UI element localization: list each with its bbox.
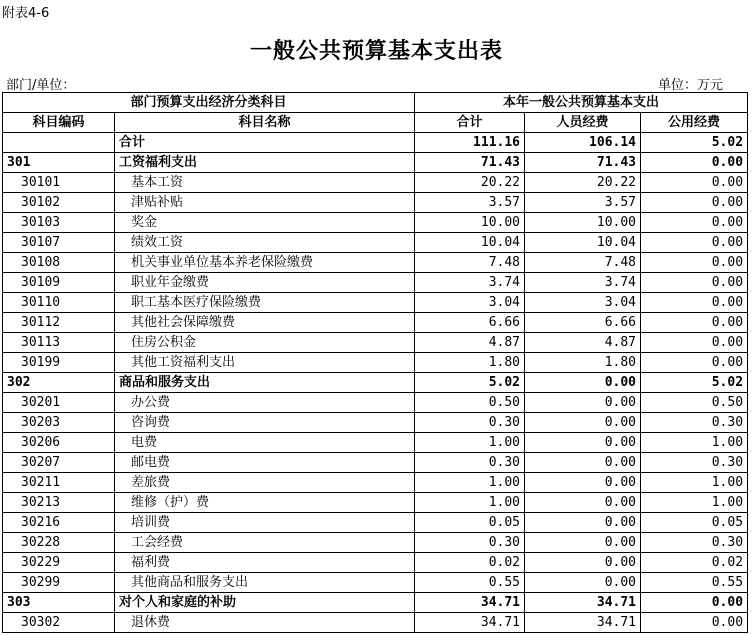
row-personnel: 0.00 xyxy=(525,453,641,473)
row-name: 福利费 xyxy=(115,553,415,573)
row-public: 1.00 xyxy=(641,433,748,453)
table-row xyxy=(3,313,748,333)
row-public: 0.30 xyxy=(641,453,748,473)
row-code: 30112 xyxy=(3,313,115,333)
row-name: 咨询费 xyxy=(115,413,415,433)
row-personnel: 71.43 xyxy=(525,153,641,173)
col-header-code: 科目编码 xyxy=(3,113,115,133)
row-personnel: 10.04 xyxy=(525,233,641,253)
row-code xyxy=(3,133,115,153)
row-name: 津贴补贴 xyxy=(115,193,415,213)
table-row xyxy=(3,133,748,153)
row-code: 30201 xyxy=(3,393,115,413)
table-row xyxy=(3,433,748,453)
row-name: 职工基本医疗保险缴费 xyxy=(115,293,415,313)
row-public: 0.00 xyxy=(641,273,748,293)
row-name: 其他商品和服务支出 xyxy=(115,573,415,593)
table-row xyxy=(3,473,748,493)
row-personnel: 0.00 xyxy=(525,553,641,573)
row-total: 1.80 xyxy=(415,353,525,373)
row-public: 0.00 xyxy=(641,593,748,613)
row-personnel: 0.00 xyxy=(525,533,641,553)
row-personnel: 0.00 xyxy=(525,573,641,593)
row-total: 10.04 xyxy=(415,233,525,253)
row-personnel: 0.00 xyxy=(525,393,641,413)
row-public: 1.00 xyxy=(641,473,748,493)
row-name: 其他工资福利支出 xyxy=(115,353,415,373)
row-public: 0.02 xyxy=(641,553,748,573)
row-public: 0.00 xyxy=(641,173,748,193)
row-public: 0.00 xyxy=(641,313,748,333)
row-personnel: 6.66 xyxy=(525,313,641,333)
row-personnel: 3.74 xyxy=(525,273,641,293)
row-public: 0.30 xyxy=(641,533,748,553)
row-name: 职业年金缴费 xyxy=(115,273,415,293)
row-total: 4.87 xyxy=(415,333,525,353)
table-row xyxy=(3,493,748,513)
row-public: 0.00 xyxy=(641,213,748,233)
row-personnel: 0.00 xyxy=(525,513,641,533)
row-code: 30207 xyxy=(3,453,115,473)
row-name: 办公费 xyxy=(115,393,415,413)
table-row xyxy=(3,293,748,313)
row-code: 30302 xyxy=(3,613,115,633)
row-name: 工资福利支出 xyxy=(115,153,415,173)
col-header-total: 合计 xyxy=(415,113,525,133)
row-total: 111.16 xyxy=(415,133,525,153)
row-code: 303 xyxy=(3,593,115,613)
row-personnel: 0.00 xyxy=(525,373,641,393)
row-personnel: 7.48 xyxy=(525,253,641,273)
row-name: 维修（护）费 xyxy=(115,493,415,513)
row-public: 5.02 xyxy=(641,373,748,393)
row-public: 5.02 xyxy=(641,133,748,153)
row-name: 住房公积金 xyxy=(115,333,415,353)
row-code: 30216 xyxy=(3,513,115,533)
table-row xyxy=(3,373,748,393)
table-group-header xyxy=(3,93,748,113)
row-code: 301 xyxy=(3,153,115,173)
row-code: 30110 xyxy=(3,293,115,313)
row-name: 电费 xyxy=(115,433,415,453)
table-row xyxy=(3,213,748,233)
row-code: 30199 xyxy=(3,353,115,373)
row-name: 退休费 xyxy=(115,613,415,633)
row-public: 0.00 xyxy=(641,333,748,353)
row-total: 0.02 xyxy=(415,553,525,573)
row-public: 1.00 xyxy=(641,493,748,513)
row-total: 0.30 xyxy=(415,453,525,473)
row-code: 30108 xyxy=(3,253,115,273)
row-code: 30228 xyxy=(3,533,115,553)
row-personnel: 0.00 xyxy=(525,413,641,433)
table-row xyxy=(3,173,748,193)
row-total: 5.02 xyxy=(415,373,525,393)
row-code: 30299 xyxy=(3,573,115,593)
row-personnel: 106.14 xyxy=(525,133,641,153)
unit-label: 单位：万元 xyxy=(657,78,723,93)
row-total: 3.57 xyxy=(415,193,525,213)
appendix-label: 附表4-6 xyxy=(2,6,50,21)
table-row xyxy=(3,153,748,173)
row-name: 绩效工资 xyxy=(115,233,415,253)
row-public: 0.55 xyxy=(641,573,748,593)
row-total: 0.05 xyxy=(415,513,525,533)
row-personnel: 10.00 xyxy=(525,213,641,233)
row-name: 机关事业单位基本养老保险缴费 xyxy=(115,253,415,273)
department-label: 部门/单位： xyxy=(6,78,76,93)
row-public: 0.30 xyxy=(641,413,748,433)
row-total: 10.00 xyxy=(415,213,525,233)
row-total: 0.50 xyxy=(415,393,525,413)
table-row xyxy=(3,253,748,273)
row-public: 0.00 xyxy=(641,253,748,273)
row-code: 30213 xyxy=(3,493,115,513)
row-personnel: 34.71 xyxy=(525,613,641,633)
table-row xyxy=(3,593,748,613)
row-personnel: 0.00 xyxy=(525,473,641,493)
group-header-classification: 部门预算支出经济分类科目 xyxy=(3,93,415,113)
table-row xyxy=(3,613,748,633)
row-name: 工会经费 xyxy=(115,533,415,553)
row-personnel: 3.04 xyxy=(525,293,641,313)
row-personnel: 20.22 xyxy=(525,173,641,193)
table-row xyxy=(3,233,748,253)
row-code: 30107 xyxy=(3,233,115,253)
row-name: 合计 xyxy=(115,133,415,153)
row-total: 71.43 xyxy=(415,153,525,173)
row-personnel: 0.00 xyxy=(525,433,641,453)
row-code: 30101 xyxy=(3,173,115,193)
col-header-name: 科目名称 xyxy=(115,113,415,133)
row-total: 34.71 xyxy=(415,593,525,613)
row-code: 30203 xyxy=(3,413,115,433)
col-header-personnel: 人员经费 xyxy=(525,113,641,133)
row-code: 30206 xyxy=(3,433,115,453)
row-personnel: 1.80 xyxy=(525,353,641,373)
row-code: 30103 xyxy=(3,213,115,233)
row-name: 其他社会保障缴费 xyxy=(115,313,415,333)
row-name: 培训费 xyxy=(115,513,415,533)
row-total: 6.66 xyxy=(415,313,525,333)
row-code: 30211 xyxy=(3,473,115,493)
row-public: 0.00 xyxy=(641,153,748,173)
row-code: 302 xyxy=(3,373,115,393)
table-row xyxy=(3,393,748,413)
row-public: 0.00 xyxy=(641,613,748,633)
row-name: 邮电费 xyxy=(115,453,415,473)
table-row xyxy=(3,193,748,213)
row-code: 30113 xyxy=(3,333,115,353)
budget-table xyxy=(2,92,748,633)
row-total: 3.74 xyxy=(415,273,525,293)
row-name: 奖金 xyxy=(115,213,415,233)
row-code: 30229 xyxy=(3,553,115,573)
table-row xyxy=(3,533,748,553)
table-row xyxy=(3,573,748,593)
row-public: 0.00 xyxy=(641,193,748,213)
row-name: 基本工资 xyxy=(115,173,415,193)
table-row xyxy=(3,453,748,473)
table-row xyxy=(3,513,748,533)
table-row xyxy=(3,413,748,433)
row-total: 0.30 xyxy=(415,413,525,433)
row-name: 差旅费 xyxy=(115,473,415,493)
row-total: 1.00 xyxy=(415,493,525,513)
table-row xyxy=(3,353,748,373)
row-name: 商品和服务支出 xyxy=(115,373,415,393)
row-personnel: 34.71 xyxy=(525,593,641,613)
row-total: 1.00 xyxy=(415,473,525,493)
table-row xyxy=(3,553,748,573)
table-row xyxy=(3,273,748,293)
table-column-header xyxy=(3,113,748,133)
page-title: 一般公共预算基本支出表 xyxy=(249,39,503,64)
row-code: 30102 xyxy=(3,193,115,213)
row-public: 0.50 xyxy=(641,393,748,413)
row-personnel: 4.87 xyxy=(525,333,641,353)
row-total: 0.30 xyxy=(415,533,525,553)
row-personnel: 0.00 xyxy=(525,493,641,513)
row-personnel: 3.57 xyxy=(525,193,641,213)
row-public: 0.00 xyxy=(641,293,748,313)
row-total: 1.00 xyxy=(415,433,525,453)
col-header-public: 公用经费 xyxy=(641,113,748,133)
table-row xyxy=(3,333,748,353)
row-public: 0.00 xyxy=(641,353,748,373)
row-name: 对个人和家庭的补助 xyxy=(115,593,415,613)
row-public: 0.05 xyxy=(641,513,748,533)
row-total: 3.04 xyxy=(415,293,525,313)
row-total: 0.55 xyxy=(415,573,525,593)
row-code: 30109 xyxy=(3,273,115,293)
row-total: 20.22 xyxy=(415,173,525,193)
row-total: 7.48 xyxy=(415,253,525,273)
row-total: 34.71 xyxy=(415,613,525,633)
group-header-basic-expense: 本年一般公共预算基本支出 xyxy=(415,93,748,113)
row-public: 0.00 xyxy=(641,233,748,253)
